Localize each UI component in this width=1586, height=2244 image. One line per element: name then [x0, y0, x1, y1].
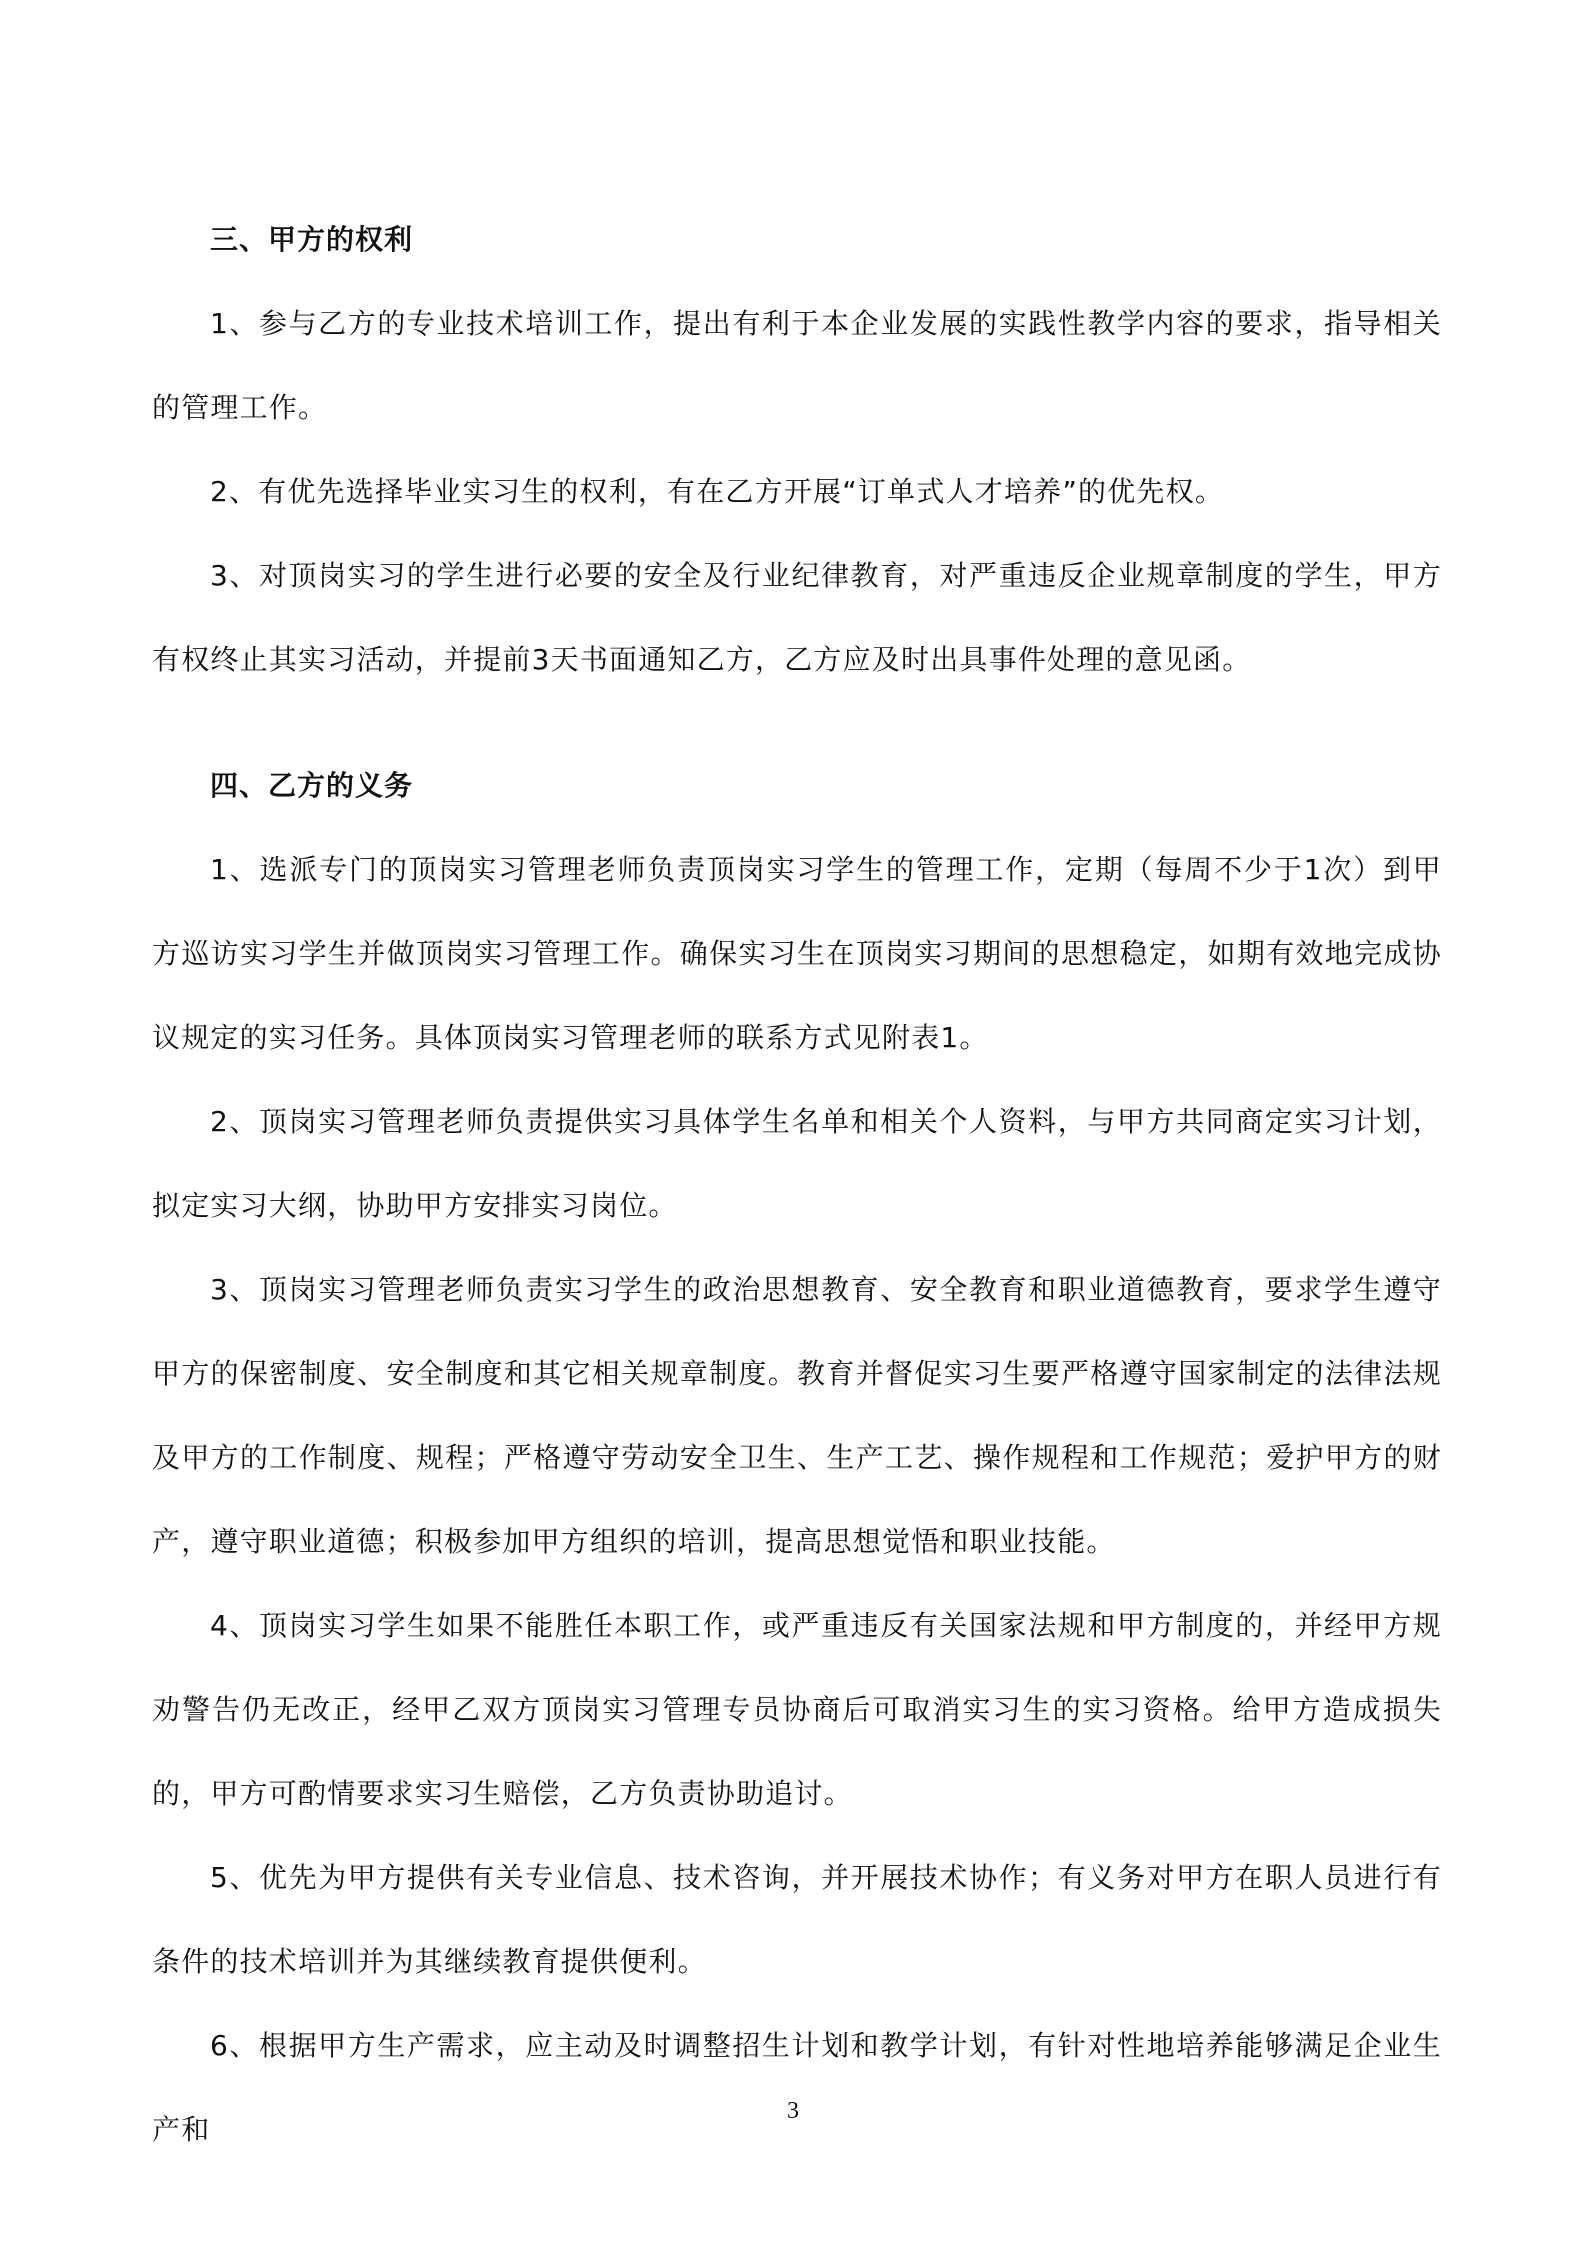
document-body [152, 198, 1442, 2172]
section-heading: 四、乙方的义务 [210, 769, 414, 802]
paragraph: 6、根据甲方生产需求，应主动及时调整招生计划和教学计划，有针对性地培养能够满足企业生产和 [152, 2029, 1442, 2146]
paragraph: 2、有优先选择毕业实习生的权利，有在乙方开展“订单式人才培养”的优先权。 [210, 475, 1225, 508]
paragraph: 5、优先为甲方提供有关专业信息、技术咨询，并开展技术协作；有义务对甲方在职人员进行有条件的技术培训并为其继续教育提供便利。 [152, 1861, 1442, 1978]
paragraph: 2、顶岗实习管理老师负责提供实习具体学生名单和相关个人资料，与甲方共同商定实习计划，拟定实习大纲，协助甲方安排实习岗位。 [152, 1105, 1442, 1222]
paragraph: 1、选派专门的顶岗实习管理老师负责顶岗实习学生的管理工作，定期（每周不少于1次）到甲方巡访实习学生并做顶岗实习管理工作。确保实习生在顶岗实习期间的思想稳定，如期有效地完成协议规定的实习任务。具体顶岗实习管理老师的联系方式见附表1。 [152, 853, 1442, 1054]
paragraph: 3、顶岗实习管理老师负责实习学生的政治思想教育、安全教育和职业道德教育，要求学生遵守甲方的保密制度、安全制度和其它相关规章制度。教育并督促实习生要严格遵守国家制定的法律法规及甲方的工作制度、规程；严格遵守劳动安全卫生、生产工艺、操作规程和工作规范；爱护甲方的财产，遵守职业道德；积极参加甲方组织的培训，提高思想觉悟和职业技能。 [152, 1273, 1442, 1558]
section-party-a-rights [152, 198, 1442, 702]
section-party-b-obligations [152, 744, 1442, 2172]
paragraph: 3、对顶岗实习的学生进行必要的安全及行业纪律教育，对严重违反企业规章制度的学生，甲方有权终止其实习活动，并提前3天书面通知乙方，乙方应及时出具事件处理的意见函。 [152, 559, 1442, 676]
section-heading: 三、甲方的权利 [210, 223, 414, 256]
page-number: 3 [787, 2098, 799, 2124]
section-spacer [152, 702, 1442, 744]
paragraph: 4、顶岗实习学生如果不能胜任本职工作，或严重违反有关国家法规和甲方制度的，并经甲方规劝警告仍无改正，经甲乙双方顶岗实习管理专员协商后可取消实习生的实习资格。给甲方造成损失的，甲方可酌情要求实习生赔偿，乙方负责协助追讨。 [152, 1609, 1442, 1810]
paragraph: 1、参与乙方的专业技术培训工作，提出有利于本企业发展的实践性教学内容的要求，指导相关的管理工作。 [152, 307, 1442, 424]
